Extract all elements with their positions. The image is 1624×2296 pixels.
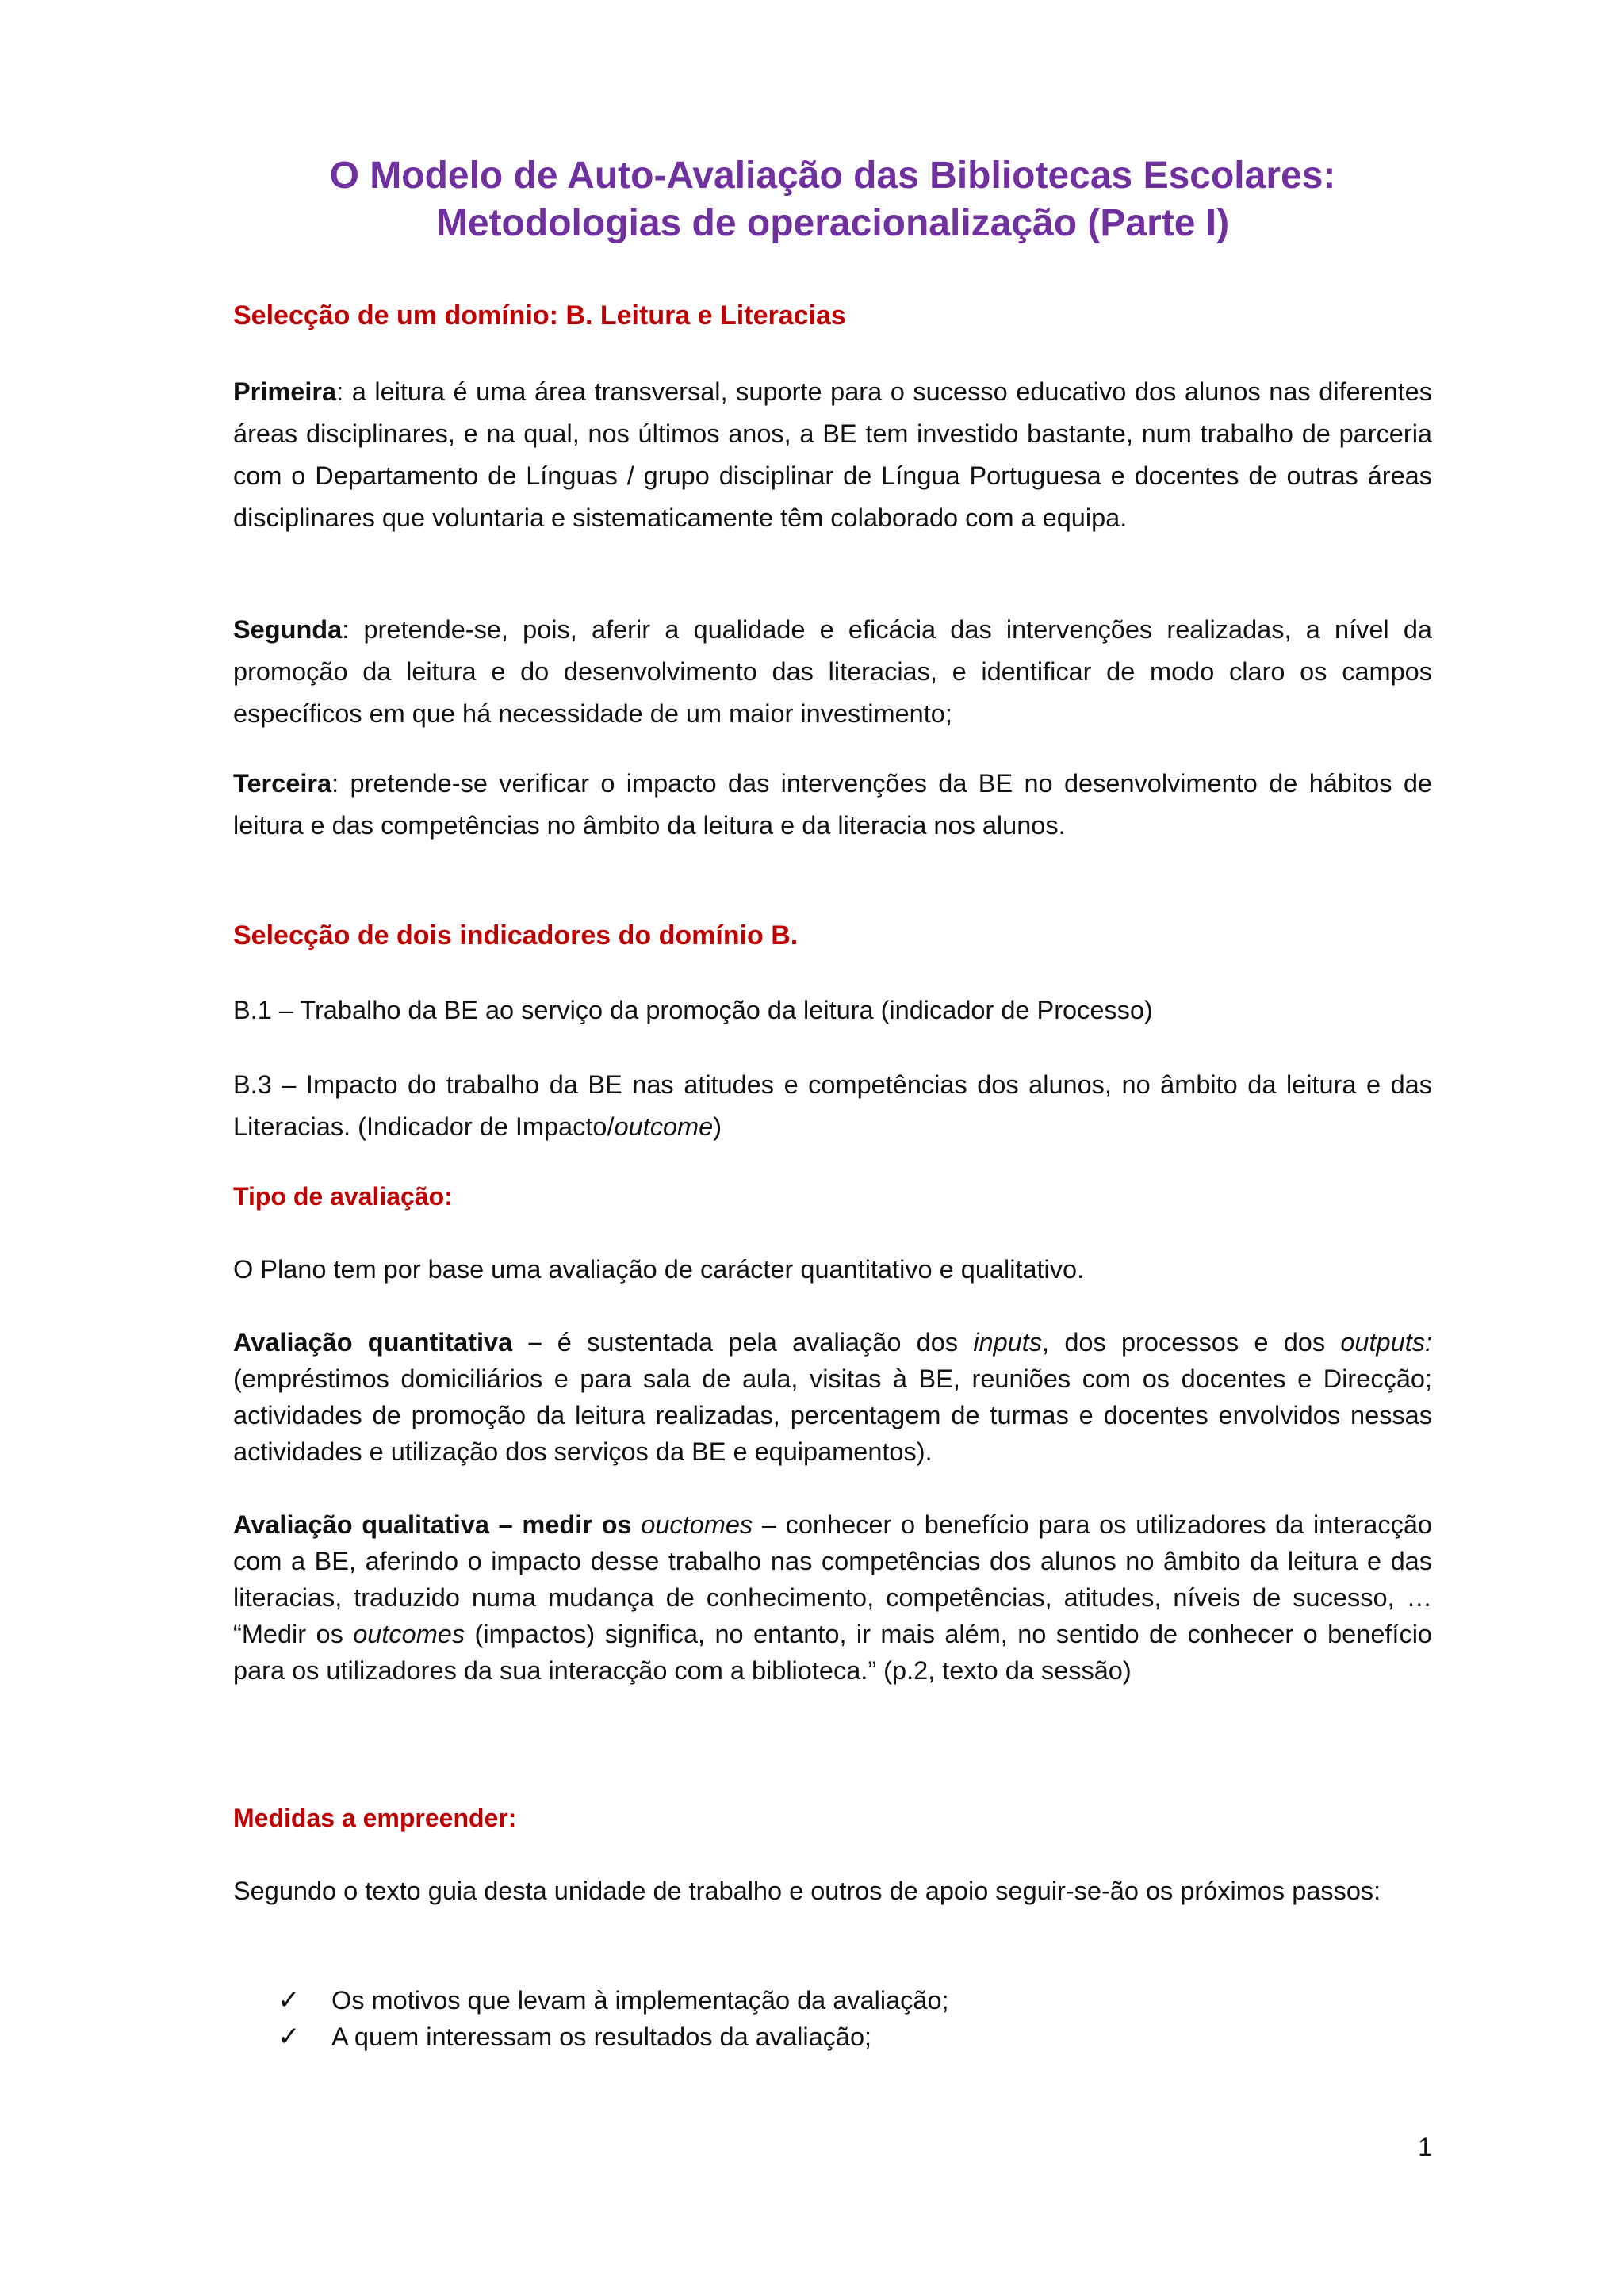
paragraph-text: , dos processos e dos <box>1042 1328 1341 1357</box>
paragraph-label: Terceira <box>233 769 332 798</box>
indicator-b1: B.1 – Trabalho da BE ao serviço da promoção da leitura (indicador de Processo) <box>233 996 1153 1024</box>
paragraph-text: – conhecer o benefício para os utilizadores da interacção com a BE, aferindo o impacto desse trabalho nas competências dos alunos no âmbito da leitura e das literacias, traduzido numa mudança de conhecimento, competências, atitudes, níveis de sucesso, … “Medir os <box>233 1510 1432 1648</box>
paragraph-text: é sustentada pela avaliação dos <box>542 1328 974 1357</box>
title-line-2: Metodologias de operacionalização (Parte I) <box>435 202 1230 244</box>
indicator-b3-italic: outcome <box>614 1112 714 1141</box>
section-heading-indicators: Selecção de dois indicadores do domínio B. <box>233 920 799 951</box>
list-item-text: Os motivos que levam à implementação da avaliação; <box>331 1986 949 2015</box>
list-item <box>278 2019 949 2055</box>
paragraph-label: Avaliação quantitativa – <box>233 1328 542 1357</box>
paragraph-segunda <box>233 609 1432 735</box>
paragraph-label: Segunda <box>233 615 343 644</box>
paragraph-terceira <box>233 763 1432 847</box>
document-title <box>233 152 1432 247</box>
checkmark-icon: ✓ <box>278 1985 301 2015</box>
paragraph-italic: outcomes <box>353 1620 465 1648</box>
paragraph-text: : a leitura é uma área transversal, suporte para o sucesso educativo dos alunos nas diferentes áreas disciplinares, e na qual, nos últimos anos, a BE tem investido bastante, num trabalho de parceria com o Departamento de Línguas / grupo disciplinar de Língua Portuguesa e docentes de outras áreas disciplinares que voluntaria e sistematicamente têm colaborado com a equipa. <box>233 377 1432 532</box>
steps-checklist <box>278 1982 949 2055</box>
paragraph-text: (empréstimos domiciliários e para sala de aula, visitas à BE, reuniões com os docentes e Direcção; actividades de promoção da leitura realizadas, percentagem de turmas e docentes envolvidos nessas actividades e utilização dos serviços da BE e equipamentos). <box>233 1364 1432 1466</box>
paragraph-italic: inputs <box>973 1328 1043 1357</box>
paragraph-italic: ouctomes <box>641 1510 753 1539</box>
paragraph-italic: outputs: <box>1340 1328 1432 1357</box>
paragraph-label: Avaliação qualitativa – medir os <box>233 1510 632 1539</box>
paragraph-text: (impactos) significa, no entanto, ir mais além, no sentido de conhecer o benefício para os utilizadores da sua interacção com a biblioteca.” (p.2, texto da sessão) <box>233 1620 1432 1685</box>
paragraph-label: Primeira <box>233 377 337 406</box>
list-item <box>278 1982 949 2019</box>
indicator-b3-text: B.3 – Impacto do trabalho da BE nas atitudes e competências dos alunos, no âmbito da leitura e das Literacias. (Indicador de Impacto/ <box>233 1070 1432 1141</box>
checkmark-icon: ✓ <box>278 2022 301 2052</box>
evaluation-intro: O Plano tem por base uma avaliação de carácter quantitativo e qualitativo. <box>233 1255 1085 1284</box>
indicator-b3-end: ) <box>713 1112 722 1141</box>
list-item-text: A quem interessam os resultados da avaliação; <box>331 2022 872 2051</box>
paragraph-quantitative <box>233 1324 1432 1470</box>
page-number: 1 <box>1418 2133 1432 2161</box>
section-heading-measures: Medidas a empreender: <box>233 1804 517 1832</box>
section-heading-domain: Selecção de um domínio: B. Leitura e Literacias <box>233 300 846 331</box>
indicator-b3 <box>233 1064 1432 1148</box>
paragraph-primeira <box>233 371 1432 539</box>
paragraph-text: : pretende-se verificar o impacto das intervenções da BE no desenvolvimento de hábitos de leitura e das competências no âmbito da leitura e da literacia nos alunos. <box>233 769 1432 840</box>
title-line-1: O Modelo de Auto-Avaliação das Bibliotecas Escolares: <box>329 155 1336 197</box>
paragraph-text: : pretende-se, pois, aferir a qualidade e eficácia das intervenções realizadas, a nível da promoção da leitura e do desenvolvimento das literacias, e identificar de modo claro os campos específicos em que há necessidade de um maior investimento; <box>233 615 1432 728</box>
section-heading-evaluation-type: Tipo de avaliação: <box>233 1182 453 1211</box>
paragraph-qualitative <box>233 1506 1432 1689</box>
measures-intro: Segundo o texto guia desta unidade de trabalho e outros de apoio seguir-se-ão os próximos passos: <box>233 1877 1381 1905</box>
